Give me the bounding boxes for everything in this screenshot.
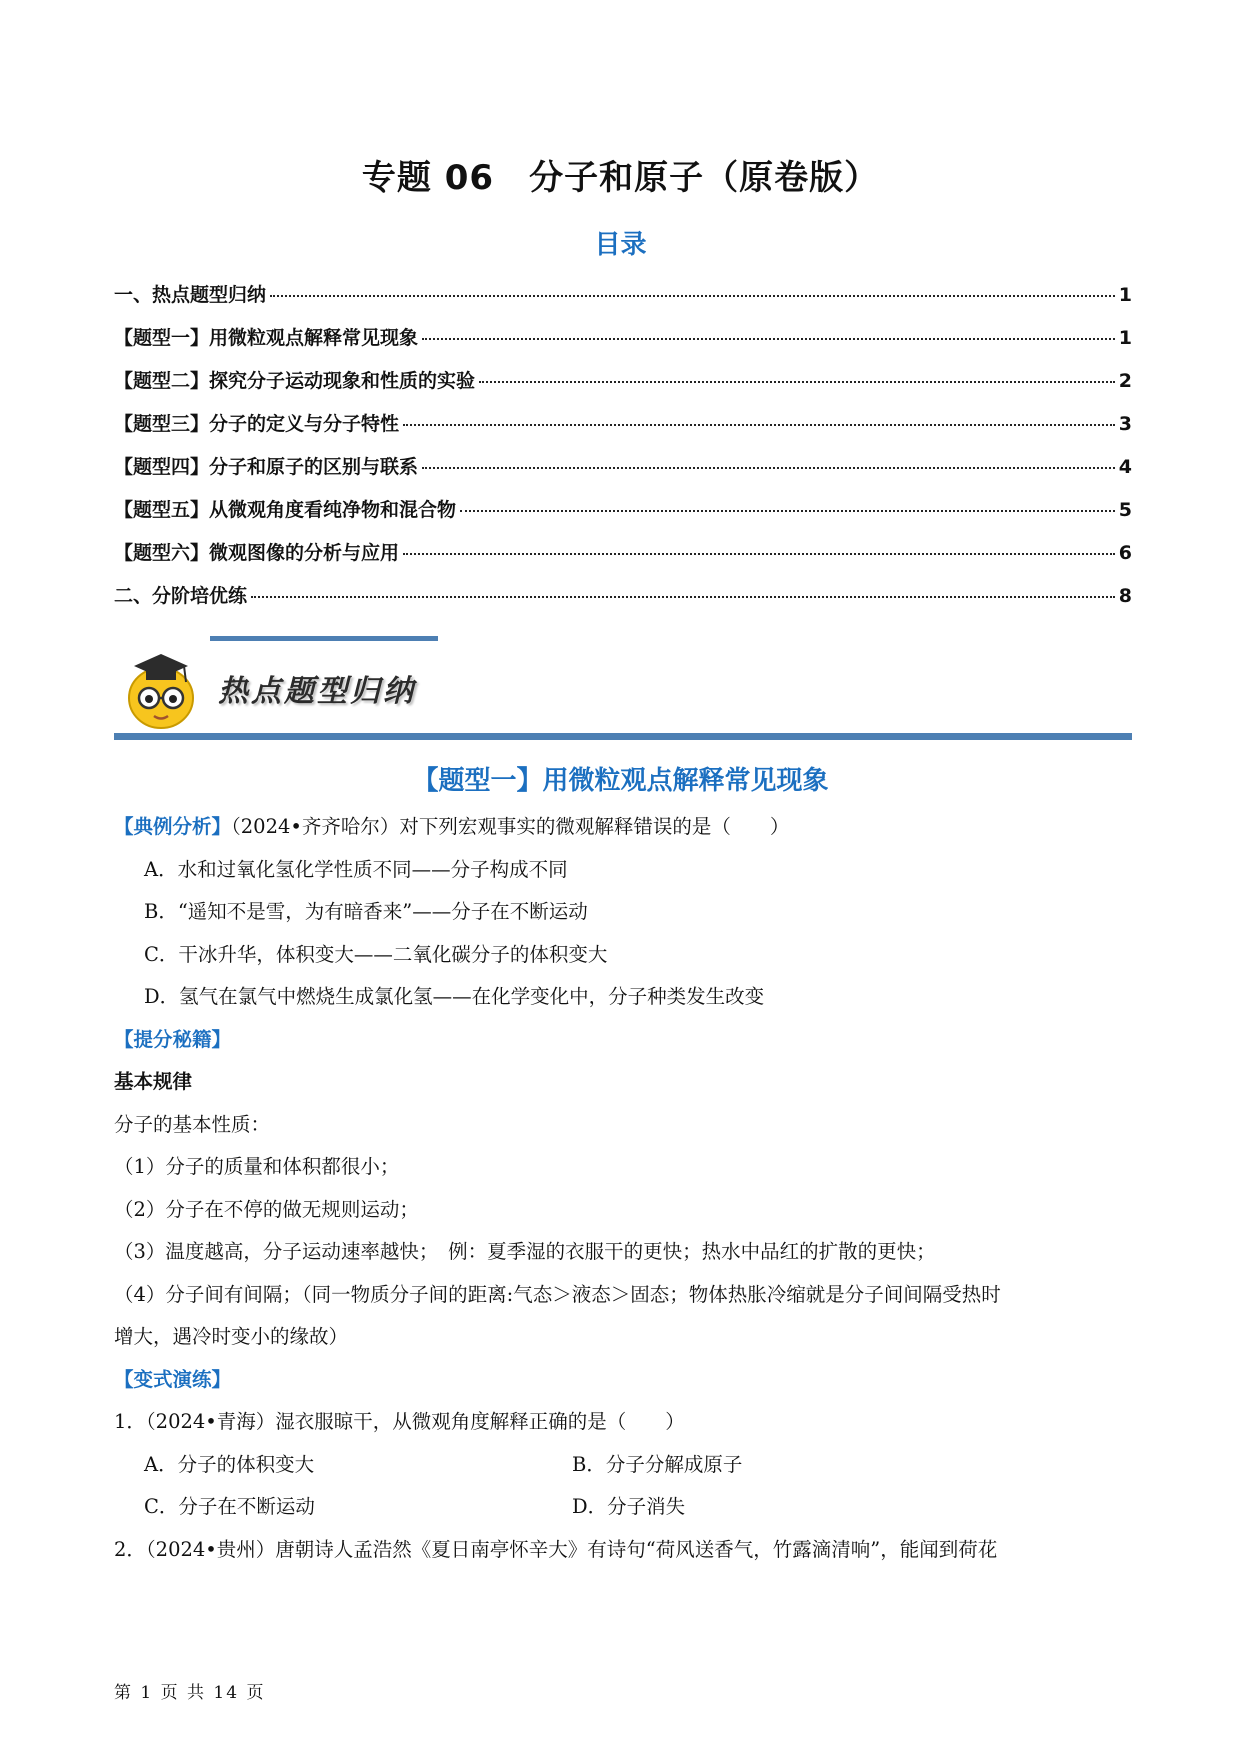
toc-entry[interactable] <box>114 409 1132 452</box>
section-title: 【题型一】用微粒观点解释常见现象 <box>412 766 829 796</box>
question-1-stem: 1．（2024•青海）湿衣服晾干，从微观角度解释正确的是（ ） <box>114 1410 685 1433</box>
example-option: B．“遥知不是雪，为有暗香来”——分子在不断运动 <box>144 900 588 923</box>
document-title: 专题 06 分子和原子（原卷版） <box>361 158 880 198</box>
tips-line: （1）分子的质量和体积都很小； <box>114 1155 400 1178</box>
question-1-option-b: B．分子分解成原子 <box>572 1452 743 1476</box>
toc-entry[interactable] <box>114 452 1132 495</box>
banner-title: 热点题型归纳 <box>218 674 416 709</box>
tips-line: （3）温度越高，分子运动速率越快； 例：夏季湿的衣服干的更快；热水中品红的扩散的更快； <box>114 1240 936 1263</box>
toc-leader-dots <box>479 381 1115 383</box>
question-1-option-c: C．分子在不断运动 <box>144 1495 315 1518</box>
toc-entry-label: 二、分阶培优练 <box>114 585 248 607</box>
toc-leader-dots <box>460 510 1115 512</box>
banner-top-rule <box>210 636 438 641</box>
example-block <box>114 806 1132 1571</box>
question-1-option-d: D．分子消失 <box>572 1495 686 1518</box>
toc-leader-dots <box>251 596 1115 598</box>
toc-entry-label: 【题型三】分子的定义与分子特性 <box>114 413 400 435</box>
toc-entry[interactable] <box>114 581 1132 624</box>
toc-entry-label: 【题型四】分子和原子的区别与联系 <box>114 456 419 478</box>
practice-tag-line <box>114 1359 1132 1402</box>
toc-entry-label: 【题型二】探究分子运动现象和性质的实验 <box>114 370 476 392</box>
tips-line: 分子的基本性质： <box>114 1112 271 1136</box>
example-option: D．氢气在氯气中燃烧生成氯化氢——在化学变化中，分子种类发生改变 <box>144 985 765 1008</box>
toc-entry-page: 8 <box>1118 585 1132 607</box>
toc-entry-page: 5 <box>1118 499 1132 521</box>
tips-tag-line <box>114 1019 1132 1062</box>
toc-entry[interactable] <box>114 323 1132 366</box>
toc-leader-dots <box>422 467 1115 469</box>
toc-entry-page: 3 <box>1118 413 1132 435</box>
example-option: C．干冰升华，体积变大——二氧化碳分子的体积变大 <box>144 942 608 966</box>
toc-leader-dots <box>403 424 1115 426</box>
toc-entry[interactable] <box>114 366 1132 409</box>
example-option: A．水和过氧化氢化学性质不同——分子构成不同 <box>144 857 568 881</box>
tips-subheading: 基本规律 <box>114 1070 193 1093</box>
example-stem: （2024•齐齐哈尔）对下列宏观事实的微观解释错误的是（ ） <box>231 815 790 838</box>
question-2-stem: 2．（2024•贵州）唐朝诗人孟浩然《夏日南亭怀辛大》有诗句“荷风送香气，竹露滴清响”，能闻到荷花 <box>114 1537 998 1561</box>
page-footer: 第 1 页 共 14 页 <box>114 1683 266 1703</box>
toc-entry-page: 4 <box>1118 456 1132 478</box>
example-stem-line <box>114 806 1132 849</box>
tips-tag: 【提分秘籍】 <box>114 1027 232 1051</box>
tips-line: （4）分子间有间隔；（同一物质分子间的距离:气态＞液态＞固态；物体热胀冷缩就是分子间间隔受热时 <box>114 1282 1001 1306</box>
graduate-owl-icon <box>124 650 198 730</box>
toc-entry-page: 1 <box>1118 284 1132 306</box>
toc-entry[interactable] <box>114 495 1132 538</box>
tips-line: （2）分子在不停的做无规则运动； <box>114 1197 419 1221</box>
example-tag: 【典例分析】 <box>114 815 232 838</box>
question-1-options-row <box>114 1486 1132 1529</box>
toc-entry[interactable] <box>114 280 1132 323</box>
question-1-options-row <box>114 1444 1132 1487</box>
toc-entry[interactable] <box>114 538 1132 581</box>
banner-bottom-rule <box>114 733 1132 740</box>
practice-tag: 【变式演练】 <box>114 1367 232 1391</box>
toc-entry-label: 【题型一】用微粒观点解释常见现象 <box>114 327 419 349</box>
toc-leader-dots <box>422 338 1115 340</box>
toc-leader-dots <box>403 553 1115 555</box>
toc-entry-label: 【题型五】从微观角度看纯净物和混合物 <box>114 499 457 521</box>
table-of-contents <box>114 280 1132 624</box>
toc-entry-label: 【题型六】微观图像的分析与应用 <box>114 542 400 564</box>
section-banner <box>114 636 1132 746</box>
toc-entry-label: 一、热点题型归纳 <box>114 284 267 306</box>
toc-entry-page: 6 <box>1118 542 1132 564</box>
toc-heading: 目录 <box>594 230 647 260</box>
toc-leader-dots <box>270 295 1115 297</box>
toc-entry-page: 2 <box>1118 370 1132 392</box>
tips-line: 增大，遇冷时变小的缘故） <box>114 1325 349 1348</box>
question-1-option-a: A．分子的体积变大 <box>144 1452 315 1476</box>
toc-entry-page: 1 <box>1118 327 1132 349</box>
